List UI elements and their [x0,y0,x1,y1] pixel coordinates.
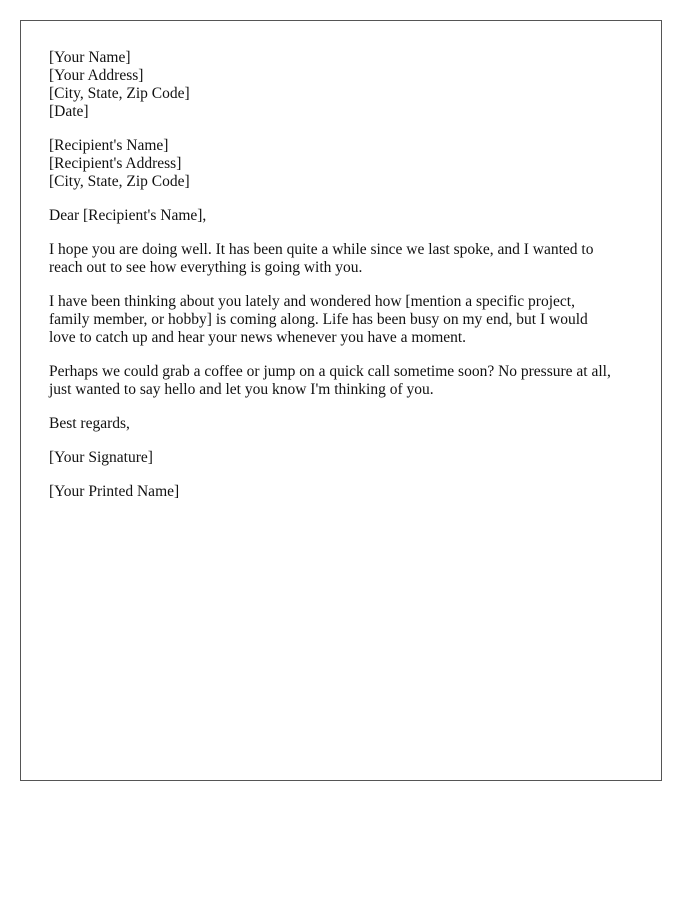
letter-content [49,49,639,517]
sender-address: [Your Address] [49,67,144,84]
printed-name: [Your Printed Name] [49,483,180,500]
sender-city-state-zip: [City, State, Zip Code] [49,85,190,102]
body-line: I hope you are doing well. It has been quite a while since we last spoke, and I wanted to [49,241,594,258]
sender-block [49,49,639,121]
body-line: love to catch up and hear your news whenever you have a moment. [49,329,467,346]
signature: [Your Signature] [49,449,153,466]
sender-name: [Your Name] [49,49,131,66]
body-line: just wanted to say hello and let you know I'm thinking of you. [49,381,434,398]
recipient-address: [Recipient's Address] [49,155,182,172]
body-paragraph-2 [49,293,639,347]
body-line: I have been thinking about you lately and wondered how [mention a specific project, [49,293,575,310]
body-paragraph-1 [49,241,639,277]
letter-date: [Date] [49,103,89,120]
body-line: reach out to see how everything is going with you. [49,259,363,276]
recipient-name: [Recipient's Name] [49,137,169,154]
body-paragraph-3 [49,363,639,399]
body-line: Perhaps we could grab a coffee or jump on a quick call sometime soon? No pressure at all, [49,363,611,380]
closing: Best regards, [49,415,130,432]
salutation: Dear [Recipient's Name], [49,207,207,224]
recipient-city-state-zip: [City, State, Zip Code] [49,173,190,190]
recipient-block [49,137,639,191]
body-line: family member, or hobby] is coming along. Life has been busy on my end, but I would [49,311,588,328]
letter-page [20,20,662,781]
